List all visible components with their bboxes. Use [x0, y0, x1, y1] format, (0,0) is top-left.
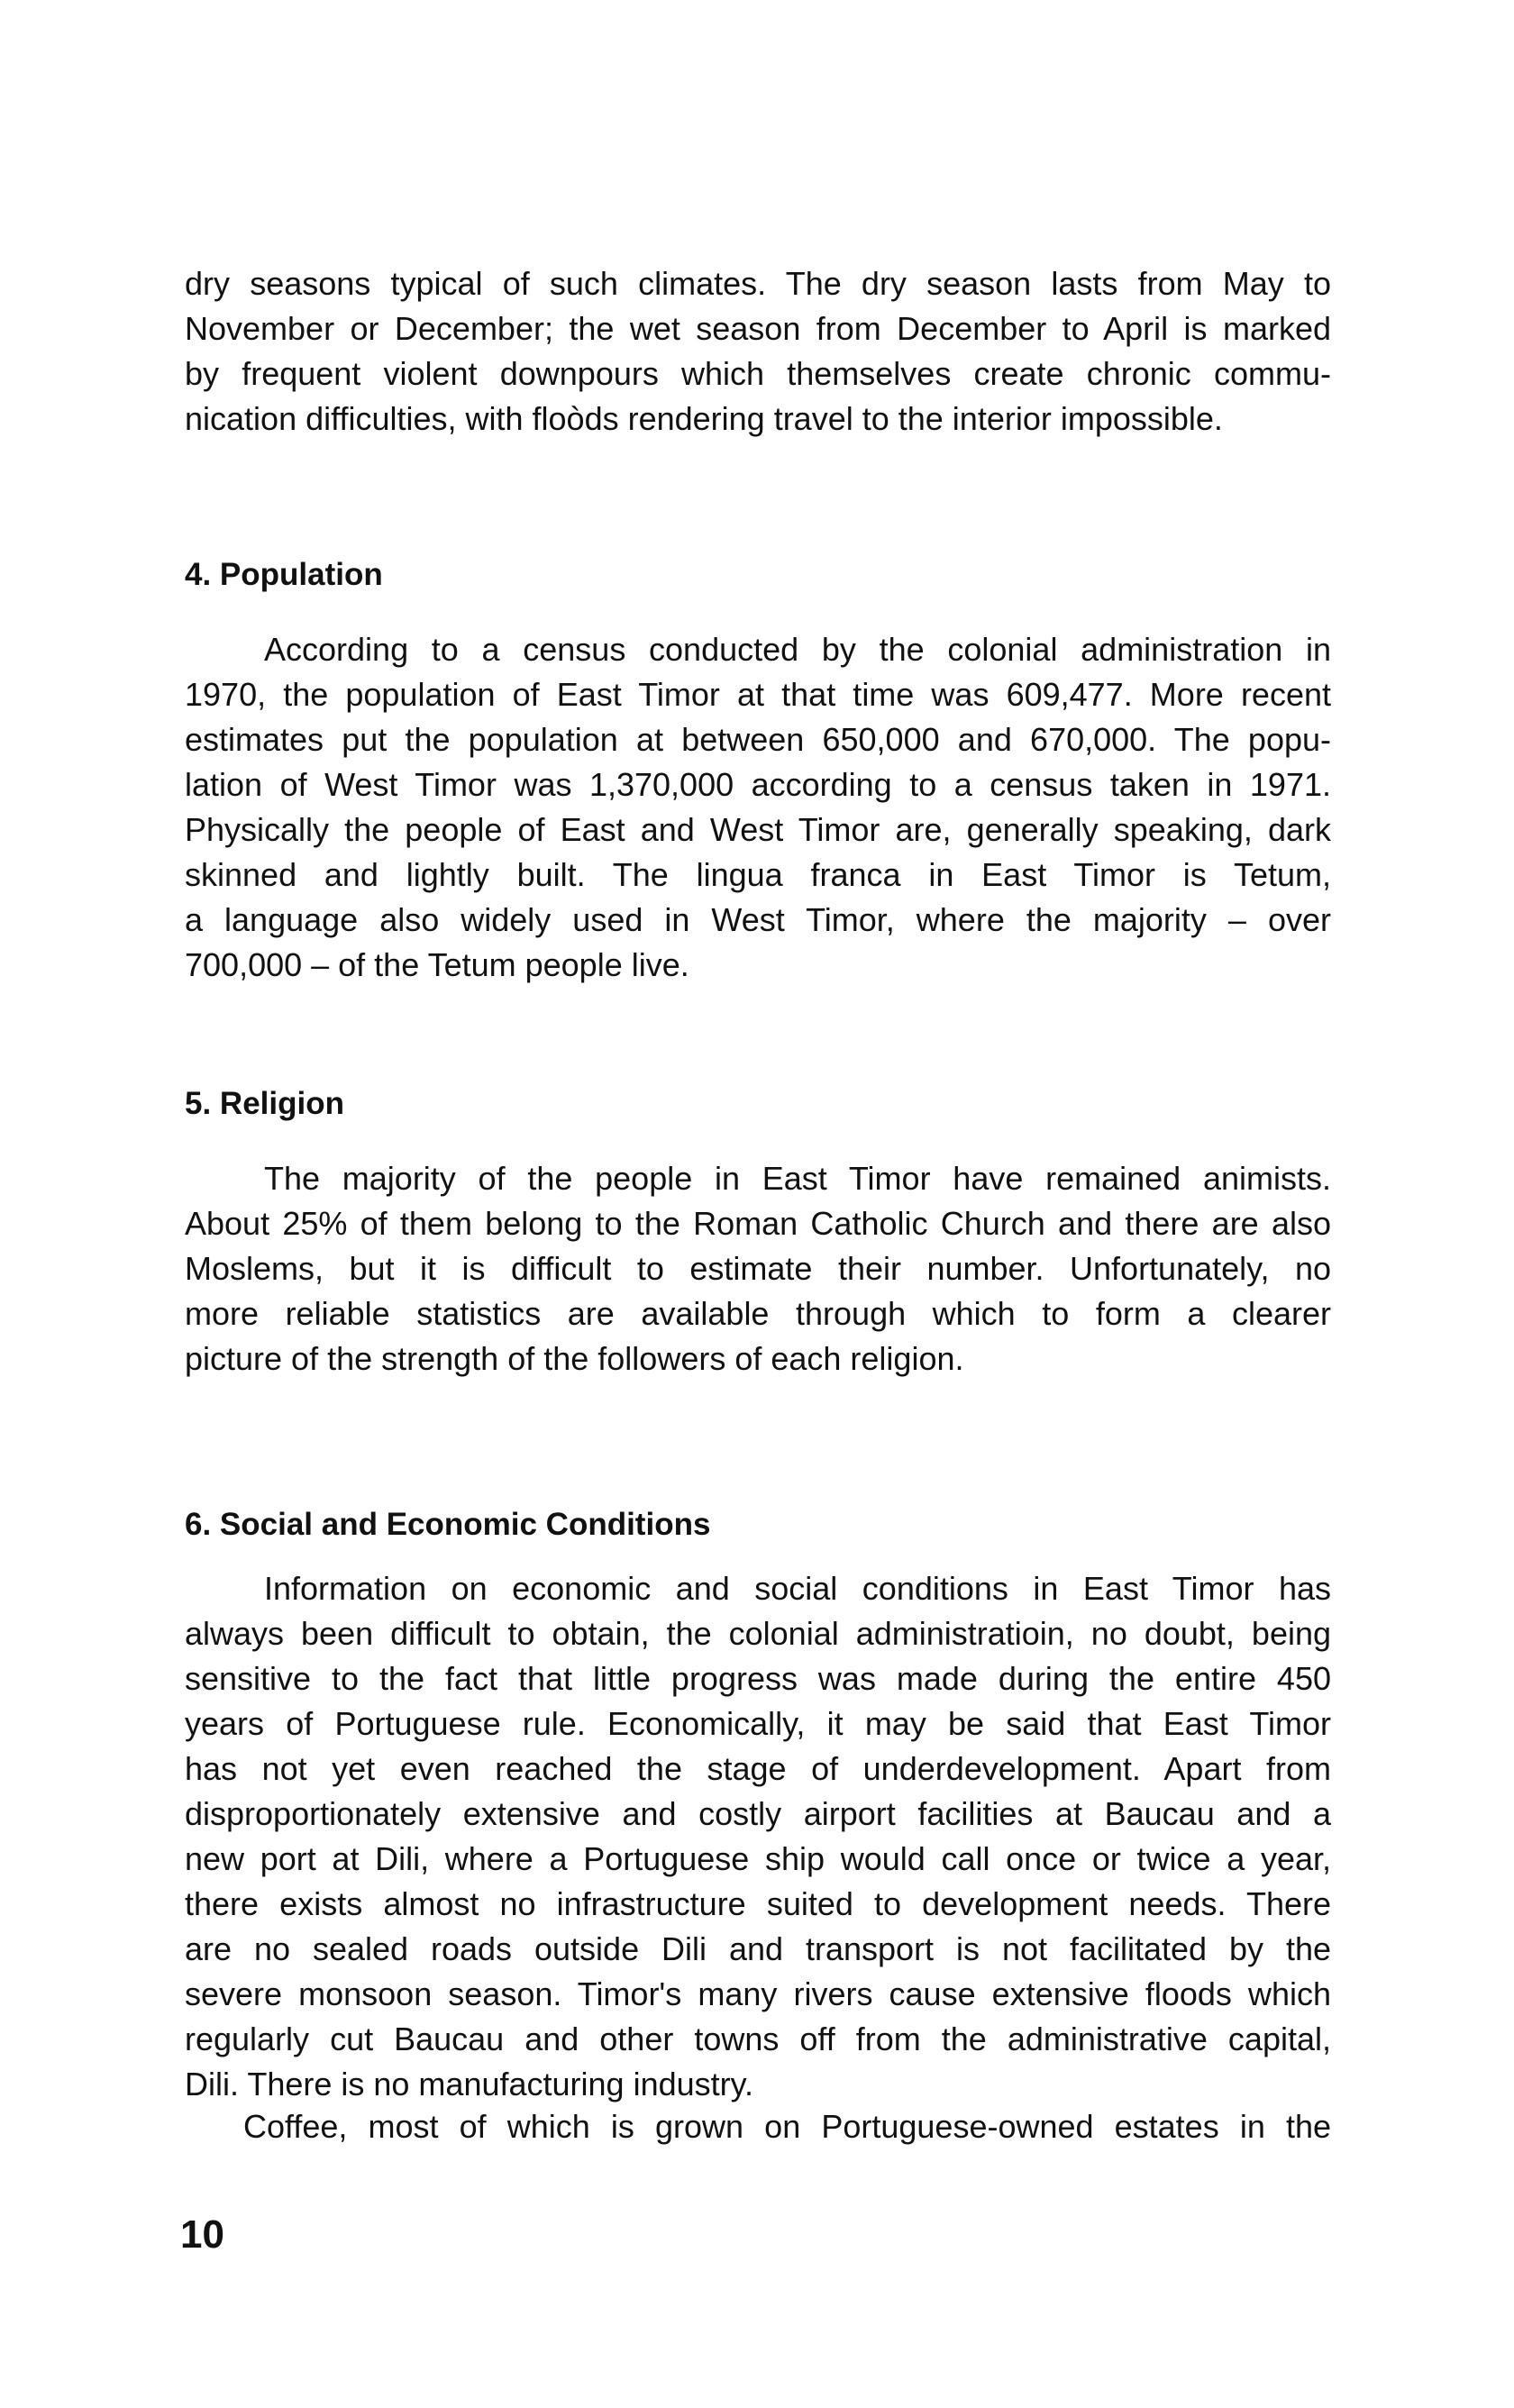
- text-line: nication difficulties, with floòds rendering travel to the interior impossible.: [185, 400, 1223, 437]
- text-line: more reliable statistics are available through which to form a clearer: [185, 1295, 1331, 1332]
- section-heading-religion: 5. Religion: [185, 1086, 344, 1121]
- religion-paragraph: [185, 1156, 1331, 1382]
- text-line: sensitive to the fact that little progress was made during the entire 450: [185, 1660, 1331, 1697]
- text-line: lation of West Timor was 1,370,000 according to a census taken in 1971.: [185, 766, 1331, 803]
- text-line: disproportionately extensive and costly airport facilities at Baucau and a: [185, 1795, 1331, 1832]
- population-paragraph: [185, 627, 1331, 988]
- page-number: 10: [180, 2212, 224, 2257]
- text-line: The majority of the people in East Timor have remained animists.: [264, 1160, 1331, 1197]
- intro-paragraph: [185, 261, 1331, 442]
- section-heading-social-economic: 6. Social and Economic Conditions: [185, 1507, 711, 1542]
- text-line: Dili. There is no manufacturing industry.: [185, 2066, 753, 2102]
- coffee-paragraph: [185, 2104, 1331, 2149]
- text-line: a language also widely used in West Timor, where the majority – over: [185, 901, 1331, 938]
- social-economic-paragraph: [185, 1566, 1331, 2107]
- text-line: has not yet even reached the stage of underdevelopment. Apart from: [185, 1750, 1331, 1787]
- section-heading-population: 4. Population: [185, 557, 383, 592]
- text-line: picture of the strength of the followers of each religion.: [185, 1340, 964, 1377]
- text-line: 700,000 – of the Tetum people live.: [185, 946, 689, 983]
- text-line: regularly cut Baucau and other towns off from the administrative capital,: [185, 2020, 1331, 2057]
- text-line: years of Portuguese rule. Economically, it may be said that East Timor: [185, 1705, 1331, 1742]
- text-line: About 25% of them belong to the Roman Catholic Church and there are also: [185, 1205, 1331, 1242]
- text-line: severe monsoon season. Timor's many rivers cause extensive floods which: [185, 1975, 1331, 2012]
- text-line: Physically the people of East and West Timor are, generally speaking, dark: [185, 811, 1331, 848]
- text-line: dry seasons typical of such climates. The dry season lasts from May to: [185, 265, 1331, 302]
- text-line: Moslems, but it is difficult to estimate their number. Unfortunately, no: [185, 1250, 1331, 1287]
- text-line: November or December; the wet season from December to April is marked: [185, 310, 1331, 347]
- text-line: by frequent violent downpours which themselves create chronic commu-: [185, 355, 1331, 392]
- text-line: According to a census conducted by the colonial administration in: [264, 631, 1331, 668]
- text-line: always been difficult to obtain, the colonial administratioin, no doubt, being: [185, 1615, 1331, 1652]
- text-line: 1970, the population of East Timor at that time was 609,477. More recent: [185, 676, 1331, 713]
- text-line: are no sealed roads outside Dili and transport is not facilitated by the: [185, 1930, 1331, 1967]
- text-line: skinned and lightly built. The lingua franca in East Timor is Tetum,: [185, 856, 1331, 893]
- text-line: Information on economic and social conditions in East Timor has: [264, 1570, 1331, 1607]
- text-line: estimates put the population at between 650,000 and 670,000. The popu-: [185, 721, 1331, 758]
- text-line: Coffee, most of which is grown on Portuguese-owned estates in the: [243, 2108, 1331, 2145]
- text-line: there exists almost no infrastructure suited to development needs. There: [185, 1885, 1331, 1922]
- text-line: new port at Dili, where a Portuguese ship would call once or twice a year,: [185, 1840, 1331, 1877]
